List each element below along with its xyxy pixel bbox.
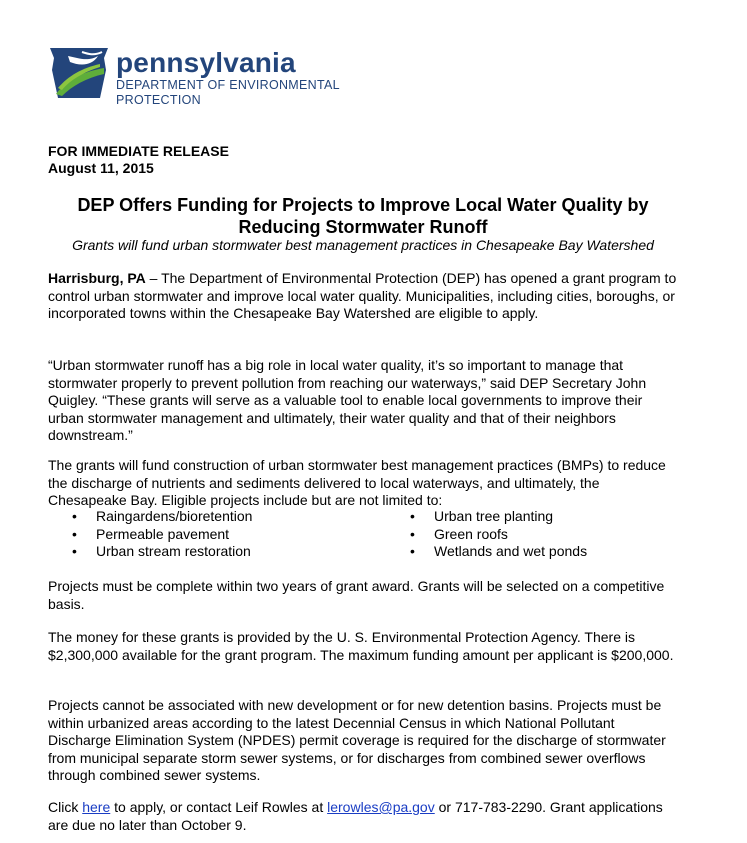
list-item: • Urban tree planting: [410, 508, 587, 526]
email-link[interactable]: lerowles@pa.gov: [327, 799, 435, 815]
headline-line1: DEP Offers Funding for Projects to Improve Local Water Quality by: [77, 195, 649, 215]
logo-wordmark: pennsylvania: [116, 47, 296, 78]
list-item: • Green roofs: [410, 526, 587, 544]
keystone-logo-icon: [48, 42, 110, 100]
paragraph-funding: The money for these grants is provided by the U. S. Environmental Protection Agency. There is $2,300,000 available for the grant program. The maximum funding amount per applicant is $200,000.: [48, 629, 674, 663]
paragraph-intro-text: – The Department of Environmental Protection (DEP) has opened a grant program to control urban stormwater and improve local water quality. Municipalities, including cities, boroughs, or incorporated towns within the Chesapeake Bay Watershed are eligible to apply.: [48, 270, 677, 322]
headline-line2: Reducing Stormwater Runoff: [238, 217, 488, 237]
bullet-column-left: [72, 508, 252, 561]
headline: [48, 194, 678, 238]
bullet-column-right: [410, 508, 587, 561]
contact-text-c: or 717-783-2290. Grant applications are due no later than October 9.: [48, 799, 663, 833]
list-item: • Raingardens/bioretention: [72, 508, 252, 526]
paragraph-eligibility: Projects cannot be associated with new development or for new detention basins. Projects must be within urbanized areas according to the latest Decennial Census in which National Pollutant Discharge Elimination System (NPDES) permit coverage is required for the discharge of stormwater from municipal separate storm sewer systems, or for discharges from combined sewer overflows through combined sewer systems.: [48, 697, 666, 784]
paragraph-timeline: Projects must be complete within two years of grant award. Grants will be selected on a competitive basis.: [48, 578, 665, 612]
apply-here-link[interactable]: here: [82, 799, 111, 815]
dep-logo: [48, 42, 348, 114]
logo-department-line2: PROTECTION: [116, 93, 201, 107]
paragraph-bmps: The grants will fund construction of urban stormwater best management practices (BMPs) to reduce the discharge of nutrients and sediments delivered to local waterways, and ultimately, the Chesapeake Bay. Eligible projects include but are not limited to:: [48, 457, 666, 509]
contact-text-b: to apply, or contact Leif Rowles at: [110, 799, 328, 815]
release-date: August 11, 2015: [48, 160, 154, 176]
list-item: • Wetlands and wet ponds: [410, 543, 587, 561]
paragraph-intro: [48, 270, 678, 323]
list-item: • Permeable pavement: [72, 526, 252, 544]
release-label: FOR IMMEDIATE RELEASE: [48, 143, 229, 159]
subheadline: Grants will fund urban stormwater best management practices in Chesapeake Bay Watershed: [72, 237, 654, 253]
paragraph-contact: [48, 799, 678, 834]
list-item: • Urban stream restoration: [72, 543, 252, 561]
dateline: Harrisburg, PA: [48, 270, 146, 286]
logo-department-line1: DEPARTMENT OF ENVIRONMENTAL: [116, 78, 340, 92]
contact-text-a: Click: [48, 799, 83, 815]
paragraph-quote: “Urban stormwater runoff has a big role in local water quality, it’s so important to manage that stormwater properly to prevent pollution from reaching our waterways,” said DEP Secretary John Quigley. “These grants will serve as a valuable tool to enable local governments to improve their urban stormwater management and ultimately, their water quality and that of their neighbors downstream.”: [48, 357, 647, 444]
release-info: [48, 143, 229, 177]
